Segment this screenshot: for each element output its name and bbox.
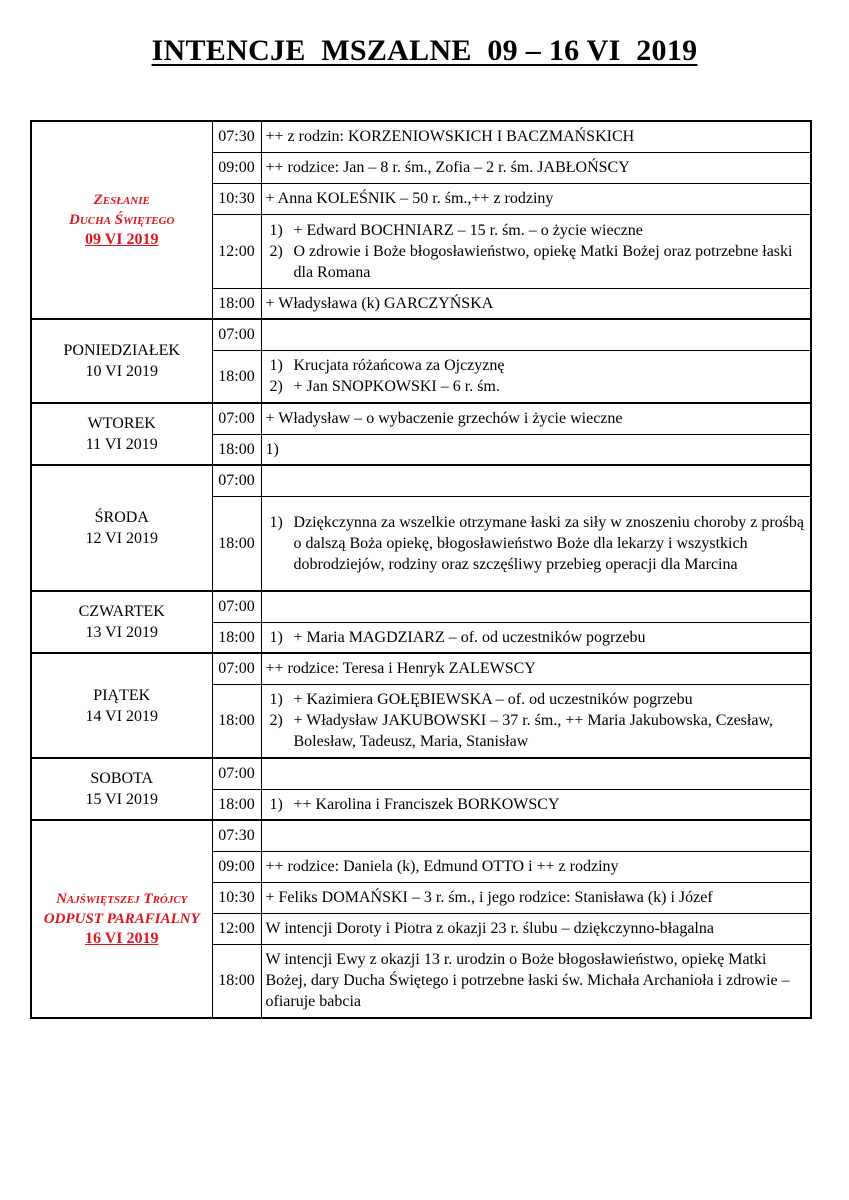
intention-item bbox=[266, 794, 807, 815]
mass-time: 18:00 bbox=[212, 496, 261, 591]
mass-intention bbox=[261, 403, 811, 434]
mass-time: 07:00 bbox=[212, 591, 261, 622]
mass-intention bbox=[261, 121, 811, 152]
mass-intention bbox=[261, 496, 811, 591]
intention-number: 1) bbox=[269, 691, 283, 709]
mass-intention bbox=[261, 319, 811, 350]
mass-time: 18:00 bbox=[212, 944, 261, 1018]
intention-item bbox=[266, 512, 807, 575]
mass-intention bbox=[261, 684, 811, 758]
intention-text: Dziękczynna za wszelkie otrzymane łaski za siły w znoszeniu choroby z prośbą o dalszą Boża opiekę, błogosławieństwo Boże dla lekarzy i wszystkich dobrodziejów, rodziny oraz szczęśliwy przebieg operacji dla Marcina bbox=[293, 513, 804, 573]
mass-time: 07:00 bbox=[212, 403, 261, 434]
intention-item bbox=[266, 241, 807, 283]
day-date: 12 VI 2019 bbox=[85, 530, 159, 547]
mass-intention bbox=[261, 434, 811, 465]
mass-time: 18:00 bbox=[212, 684, 261, 758]
day-date: 10 VI 2019 bbox=[85, 363, 159, 380]
mass-time: 18:00 bbox=[212, 622, 261, 653]
mass-row bbox=[31, 653, 811, 684]
intention-number: 2) bbox=[269, 242, 283, 260]
intention-text: W intencji Ewy z okazji 13 r. urodzin o Boże błogosławieństwo, opiekę Matki Bożej, dary Ducha Świętego i potrzebne łaski św. Michała Archanioła i zdrowie – ofiaruje babcia bbox=[265, 951, 790, 1011]
intention-text: ++ rodzice: Teresa i Henryk ZALEWSCY bbox=[265, 660, 536, 678]
mass-time: 07:00 bbox=[212, 319, 261, 350]
intention-text: + Edward BOCHNIARZ – 15 r. śm. – o życie wieczne bbox=[293, 221, 643, 239]
day-cell bbox=[31, 465, 212, 591]
mass-time: 18:00 bbox=[212, 288, 261, 319]
mass-intention bbox=[261, 183, 811, 214]
mass-time: 12:00 bbox=[212, 214, 261, 288]
intention-number: 1) bbox=[269, 628, 283, 646]
mass-row bbox=[31, 591, 811, 622]
intention-text: ++ Karolina i Franciszek BORKOWSCY bbox=[293, 795, 560, 813]
mass-intention bbox=[261, 465, 811, 496]
day-cell bbox=[31, 820, 212, 1018]
mass-intention bbox=[261, 851, 811, 882]
mass-intention bbox=[261, 820, 811, 851]
page-title bbox=[0, 34, 849, 68]
mass-row bbox=[31, 820, 811, 851]
intention-text: Krucjata różańcowa za Ojczyznę bbox=[293, 357, 505, 375]
day-date: 11 VI 2019 bbox=[85, 436, 158, 453]
mass-time: 09:00 bbox=[212, 152, 261, 183]
page-title-text: INTENCJE MSZALNE 09 – 16 VI 2019 bbox=[151, 34, 698, 67]
mass-intention bbox=[261, 882, 811, 913]
mass-time: 07:30 bbox=[212, 820, 261, 851]
intention-number: 1) bbox=[269, 357, 283, 375]
intention-number: 2) bbox=[269, 378, 283, 396]
mass-intention bbox=[261, 789, 811, 820]
intention-text: + Anna KOLEŚNIK – 50 r. śm.,++ z rodziny bbox=[265, 190, 554, 207]
day-name: PIĄTEK bbox=[93, 686, 151, 704]
intention-item bbox=[266, 627, 807, 648]
mass-time: 18:00 bbox=[212, 789, 261, 820]
day-cell bbox=[31, 121, 212, 319]
intention-list bbox=[266, 220, 807, 283]
intention-number: 1) bbox=[269, 513, 283, 531]
intention-item bbox=[266, 220, 807, 241]
intention-list bbox=[266, 512, 807, 575]
intention-text: + Kazimiera GOŁĘBIEWSKA – of. od uczestników pogrzebu bbox=[293, 691, 693, 709]
intention-list bbox=[266, 689, 807, 752]
day-date: 15 VI 2019 bbox=[85, 791, 159, 808]
mass-time: 18:00 bbox=[212, 434, 261, 465]
day-name: SOBOTA bbox=[90, 770, 154, 787]
intention-list bbox=[266, 355, 807, 397]
mass-row bbox=[31, 319, 811, 350]
mass-time: 07:30 bbox=[212, 121, 261, 152]
day-name: PONIEDZIAŁEK bbox=[63, 342, 180, 359]
intention-text: ++ z rodzin: KORZENIOWSKICH I BACZMAŃSKICH bbox=[265, 128, 635, 146]
intention-list bbox=[266, 794, 807, 815]
day-date: 16 VI 2019 bbox=[85, 930, 159, 947]
day-cell bbox=[31, 591, 212, 653]
mass-intention bbox=[261, 152, 811, 183]
mass-time: 10:30 bbox=[212, 882, 261, 913]
mass-time: 18:00 bbox=[212, 350, 261, 403]
day-name: Zesłanie bbox=[93, 192, 150, 208]
intention-text: O zdrowie i Boże błogosławieństwo, opiekę Matki Bożej oraz potrzebne łaski dla Romana bbox=[293, 242, 793, 281]
mass-time: 10:30 bbox=[212, 183, 261, 214]
mass-intention bbox=[261, 653, 811, 684]
day-name: ŚRODA bbox=[94, 509, 149, 526]
intention-text: W intencji Doroty i Piotra z okazji 23 r. ślubu – dziękczynno-błagalna bbox=[265, 920, 714, 937]
intention-number: 1) bbox=[269, 221, 283, 239]
mass-row bbox=[31, 403, 811, 434]
day-date: 14 VI 2019 bbox=[85, 707, 159, 725]
mass-intention bbox=[261, 350, 811, 403]
intention-text: + Władysława (k) GARCZYŃSKA bbox=[265, 294, 494, 312]
intention-item bbox=[266, 376, 807, 397]
mass-time: 09:00 bbox=[212, 851, 261, 882]
mass-time: 07:00 bbox=[212, 653, 261, 684]
intention-text: + Jan SNOPKOWSKI – 6 r. śm. bbox=[293, 378, 500, 396]
mass-intention bbox=[261, 214, 811, 288]
day-date: 09 VI 2019 bbox=[85, 231, 159, 248]
schedule-body bbox=[31, 121, 811, 1018]
intention-number: 1) bbox=[269, 795, 283, 813]
mass-row bbox=[31, 121, 811, 152]
intention-item bbox=[266, 689, 807, 710]
mass-intention bbox=[261, 622, 811, 653]
day-date: 13 VI 2019 bbox=[85, 624, 159, 641]
intention-text: + Władysław JAKUBOWSKI – 37 r. śm., ++ Maria Jakubowska, Czesław, Bolesław, Tadeusz, Maria, Stanisław bbox=[293, 712, 773, 751]
mass-intentions-table bbox=[30, 120, 812, 1019]
day-cell bbox=[31, 758, 212, 820]
intention-text: + Feliks DOMAŃSKI – 3 r. śm., i jego rodzice: Stanisława (k) i Józef bbox=[265, 889, 713, 906]
day-cell bbox=[31, 653, 212, 758]
intention-number: 2) bbox=[269, 712, 283, 730]
intention-item bbox=[266, 355, 807, 376]
mass-intention bbox=[261, 288, 811, 319]
day-name: ODPUST PARAFIALNY bbox=[43, 911, 200, 927]
mass-time: 07:00 bbox=[212, 465, 261, 496]
day-name: Najświętszej Trójcy bbox=[56, 891, 188, 907]
intention-text: ++ rodzice: Jan – 8 r. śm., Zofia – 2 r. śm. JABŁOŃSCY bbox=[265, 159, 630, 176]
intention-text: 1) bbox=[265, 440, 279, 458]
intention-list bbox=[266, 627, 807, 648]
intention-item bbox=[266, 710, 807, 752]
intention-text: + Władysław – o wybaczenie grzechów i życie wieczne bbox=[265, 410, 623, 428]
mass-time: 07:00 bbox=[212, 758, 261, 789]
mass-intention bbox=[261, 944, 811, 1018]
intention-text: + Maria MAGDZIARZ – of. od uczestników pogrzebu bbox=[293, 628, 646, 646]
mass-row bbox=[31, 465, 811, 496]
intention-text: ++ rodzice: Daniela (k), Edmund OTTO i ++ z rodziny bbox=[265, 858, 619, 875]
mass-intention bbox=[261, 758, 811, 789]
mass-row bbox=[31, 758, 811, 789]
day-name: WTOREK bbox=[87, 415, 156, 432]
day-cell bbox=[31, 403, 212, 465]
mass-time: 12:00 bbox=[212, 913, 261, 944]
day-name: CZWARTEK bbox=[78, 603, 165, 620]
mass-intention bbox=[261, 913, 811, 944]
day-name: Ducha Świętego bbox=[69, 212, 175, 228]
day-cell bbox=[31, 319, 212, 403]
mass-intention bbox=[261, 591, 811, 622]
